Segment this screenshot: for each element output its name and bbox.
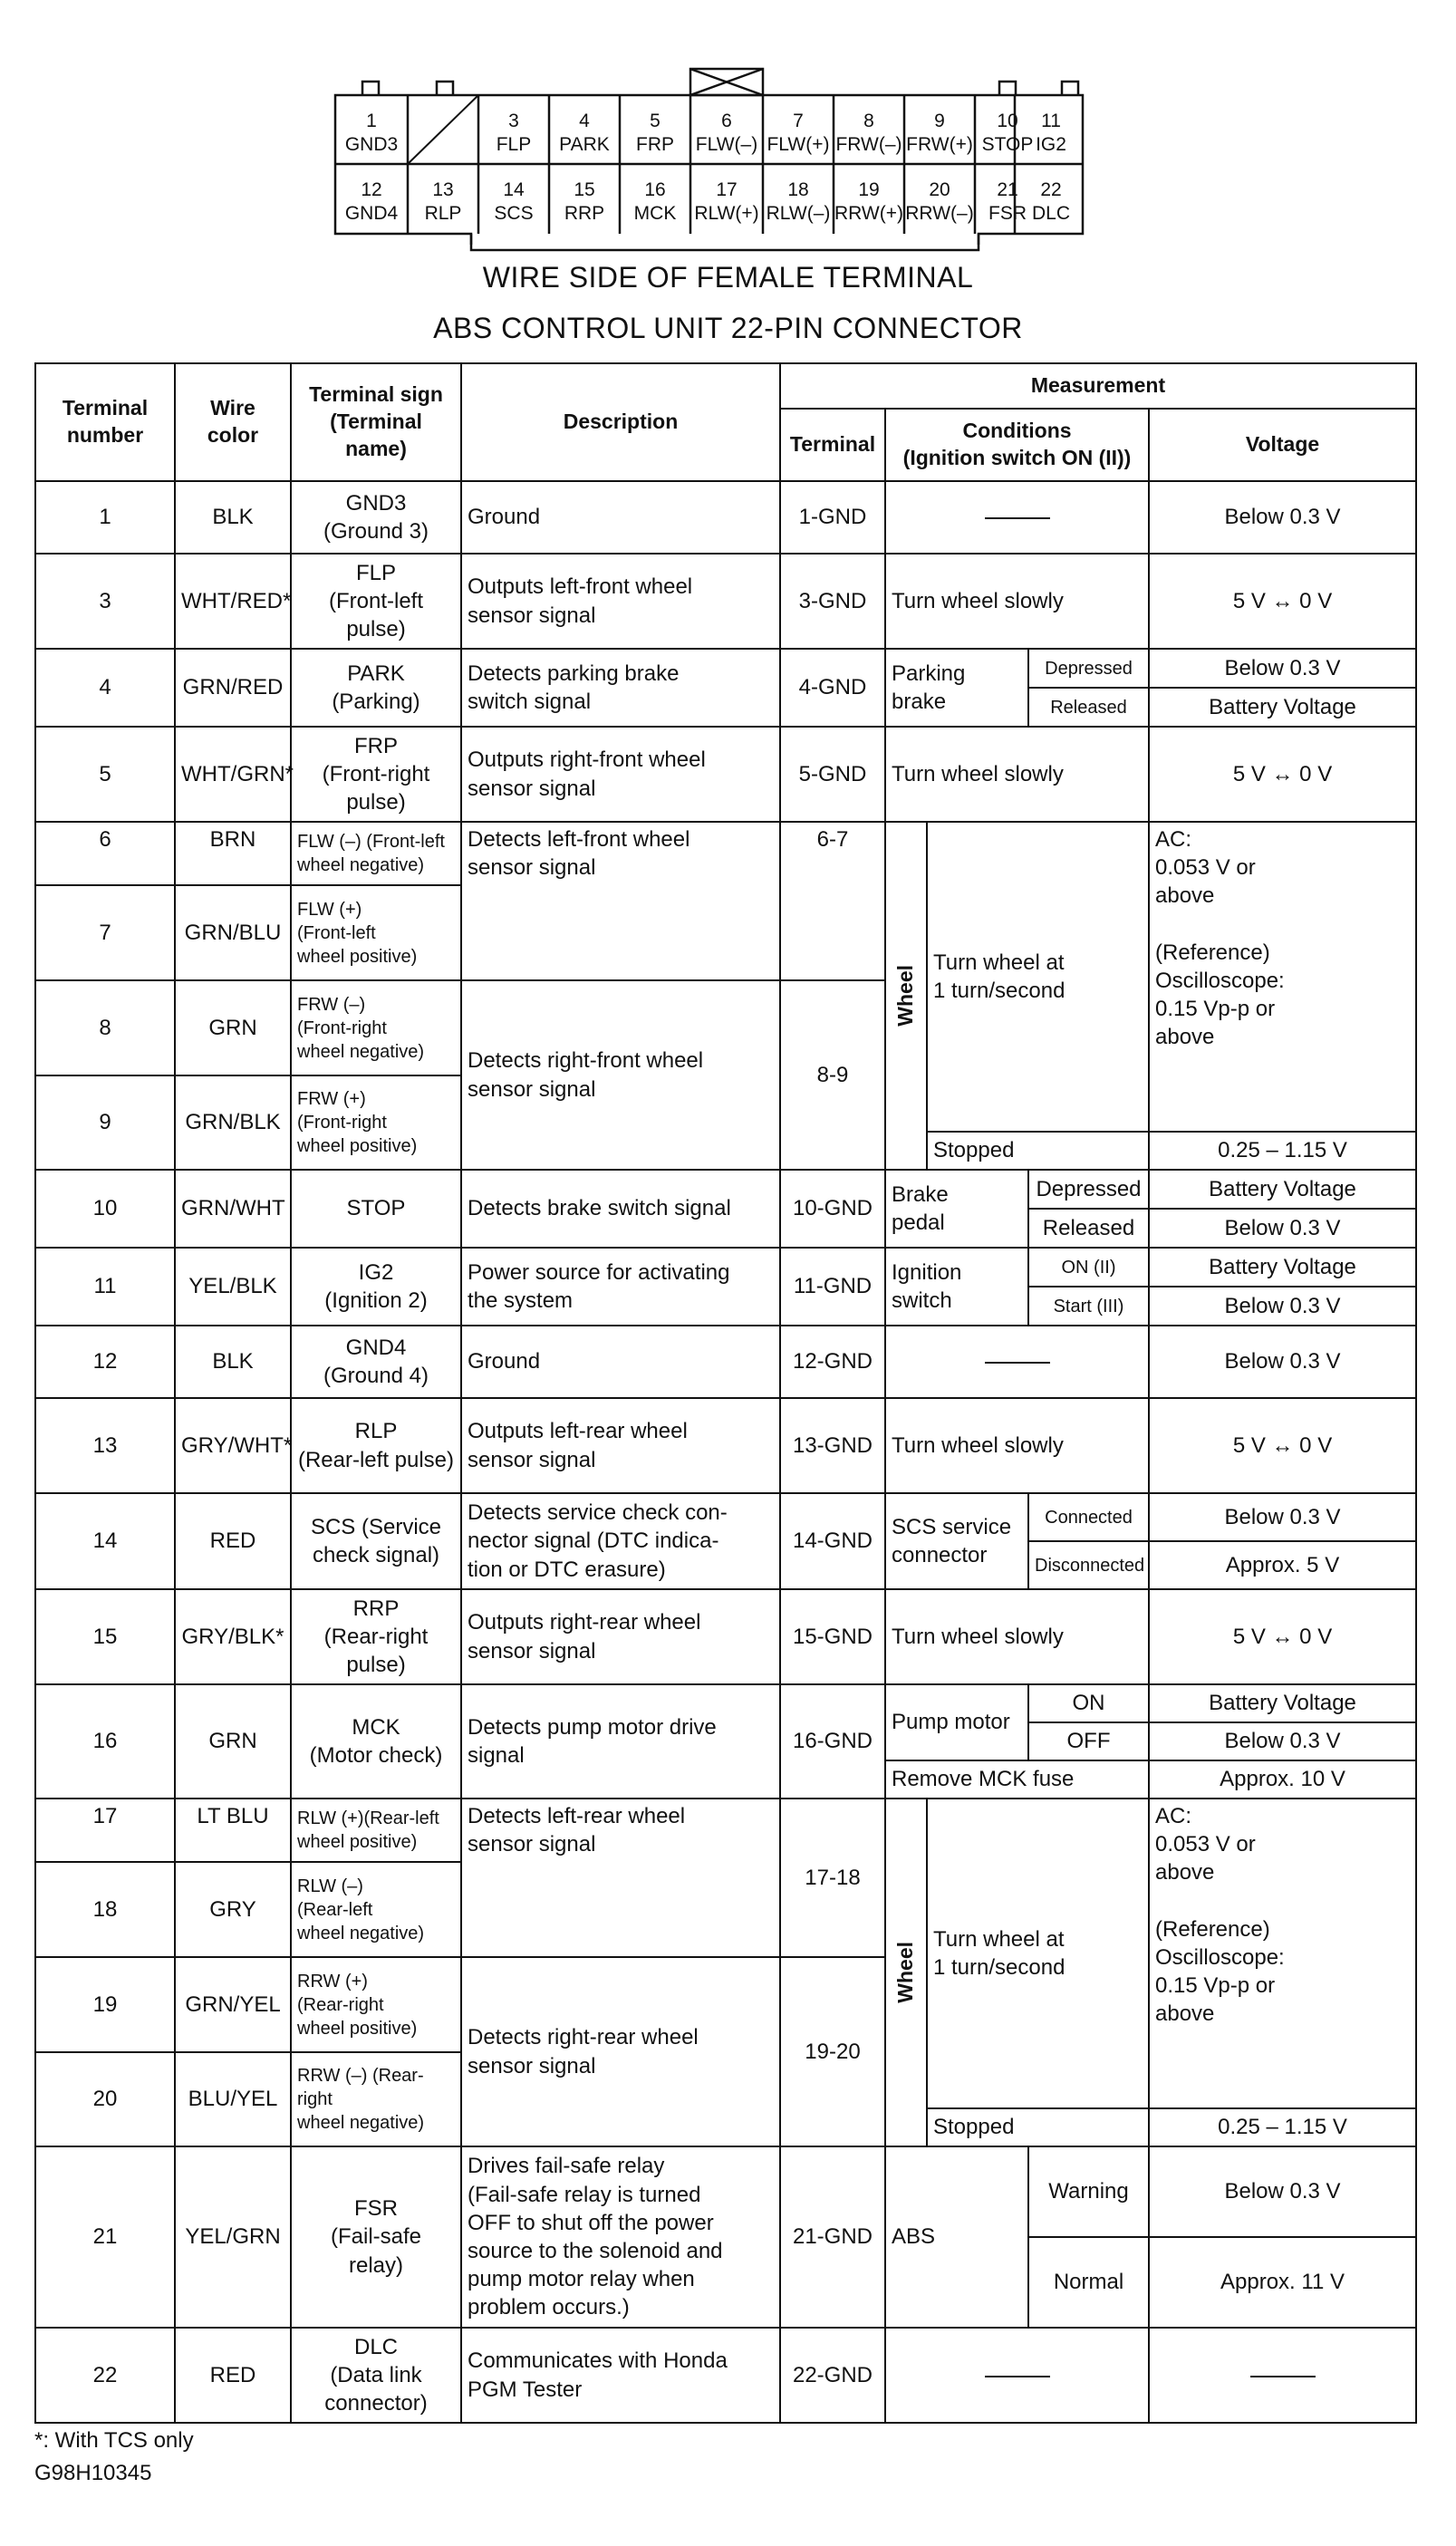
wire-color: GRN/WHT bbox=[175, 1170, 291, 1248]
pin-sig: STOP bbox=[981, 134, 1034, 155]
wire-color: BLK bbox=[175, 481, 291, 554]
voltage: Approx. 11 V bbox=[1149, 2237, 1416, 2328]
header-terminal-number: Terminal number bbox=[35, 363, 175, 481]
pin-sig: GND3 bbox=[344, 134, 399, 155]
connector-caption-line1: WIRE SIDE OF FEMALE TERMINAL bbox=[482, 261, 974, 294]
description: Detects brake switch signal bbox=[461, 1170, 780, 1248]
terminal-number: 21 bbox=[35, 2146, 175, 2328]
table-row bbox=[35, 1170, 1416, 1209]
voltage: 5 V ↔ 0 V bbox=[1149, 1398, 1416, 1493]
pin-sig: FRW(+) bbox=[906, 134, 973, 155]
voltage-none bbox=[1149, 2328, 1416, 2423]
voltage: Below 0.3 V bbox=[1149, 649, 1416, 688]
pin-num: 10 bbox=[997, 111, 1018, 131]
pin-sig: PARK bbox=[559, 134, 610, 155]
wire-color: LT BLU bbox=[175, 1799, 291, 1862]
terminal-number: 20 bbox=[35, 2052, 175, 2146]
terminal-sign: STOP bbox=[291, 1170, 461, 1248]
footnote: *: With TCS only bbox=[34, 2428, 194, 2453]
description: Outputs left-front wheel sensor signal bbox=[461, 554, 780, 649]
pin-sig: FLW(–) bbox=[695, 134, 758, 155]
terminal-sign: RLW (–) (Rear-left wheel negative) bbox=[291, 1862, 461, 1957]
terminal-sign: RLW (+)(Rear-left wheel positive) bbox=[291, 1799, 461, 1862]
wire-color: BRN bbox=[175, 822, 291, 885]
terminal-number: 6 bbox=[35, 822, 175, 885]
conditions-none bbox=[885, 481, 1149, 554]
terminal-number: 14 bbox=[35, 1493, 175, 1589]
voltage: 5 V ↔ 0 V bbox=[1149, 727, 1416, 822]
voltage: 0.25 – 1.15 V bbox=[1149, 1132, 1416, 1170]
table-row bbox=[35, 554, 1416, 649]
wire-color: GRN/BLK bbox=[175, 1075, 291, 1170]
sub-condition: Released bbox=[1028, 1209, 1149, 1248]
wheel-text: Wheel bbox=[893, 1942, 918, 2003]
terminal-sign: FLP (Front-left pulse) bbox=[291, 554, 461, 649]
pin-num: 7 bbox=[793, 111, 804, 131]
voltage: Below 0.3 V bbox=[1149, 2146, 1416, 2237]
terminal-sign: DLC (Data link connector) bbox=[291, 2328, 461, 2423]
terminal: 11-GND bbox=[780, 1248, 885, 1326]
terminal: 12-GND bbox=[780, 1326, 885, 1398]
pin-num: 4 bbox=[579, 111, 590, 131]
terminal-sign: FRW (–) (Front-right wheel negative) bbox=[291, 980, 461, 1075]
terminal-sign: IG2 (Ignition 2) bbox=[291, 1248, 461, 1326]
terminal: 4-GND bbox=[780, 649, 885, 727]
header-description: Description bbox=[461, 363, 780, 481]
description: Detects right-rear wheel sensor signal bbox=[461, 1957, 780, 2146]
pin-num: 3 bbox=[508, 111, 519, 131]
sub-condition: Released bbox=[1028, 688, 1149, 727]
header-voltage: Voltage bbox=[1149, 409, 1416, 481]
terminal-sign: FRW (+) (Front-right wheel positive) bbox=[291, 1075, 461, 1170]
pin-sig: SCS bbox=[494, 203, 534, 224]
description: Power source for activating the system bbox=[461, 1248, 780, 1326]
terminal-number: 11 bbox=[35, 1248, 175, 1326]
sub-condition: Connected bbox=[1028, 1493, 1149, 1541]
description: Ground bbox=[461, 1326, 780, 1398]
pin-sig: FLW(+) bbox=[767, 134, 830, 155]
pin-sig: FLP bbox=[496, 134, 532, 155]
stopped-condition: Stopped bbox=[927, 2108, 1149, 2146]
pin-num: 14 bbox=[503, 179, 525, 200]
wire-color: BLU/YEL bbox=[175, 2052, 291, 2146]
pin-sig: RRW(+) bbox=[834, 203, 904, 224]
terminal-number: 1 bbox=[35, 481, 175, 554]
wire-color: GRY bbox=[175, 1862, 291, 1957]
terminal-number: 17 bbox=[35, 1799, 175, 1862]
conditions: ABS bbox=[885, 2146, 1028, 2328]
terminal-sign: RRW (+) (Rear-right wheel positive) bbox=[291, 1957, 461, 2052]
pin-sig: FSR bbox=[988, 203, 1027, 224]
table-row bbox=[35, 1248, 1416, 1287]
description: Detects pump motor drive signal bbox=[461, 1684, 780, 1799]
description: Detects right-front wheel sensor signal bbox=[461, 980, 780, 1170]
voltage: Battery Voltage bbox=[1149, 1684, 1416, 1722]
conditions-none bbox=[885, 2328, 1149, 2423]
header-conditions: Conditions (Ignition switch ON (II)) bbox=[885, 409, 1149, 481]
terminal-sign: RLP (Rear-left pulse) bbox=[291, 1398, 461, 1493]
description: Outputs right-rear wheel sensor signal bbox=[461, 1589, 780, 1684]
wheel-text: Wheel bbox=[893, 965, 918, 1027]
wire-color: GRN/YEL bbox=[175, 1957, 291, 2052]
table-row bbox=[35, 1799, 1416, 1862]
conditions: Parking brake bbox=[885, 649, 1028, 727]
wire-color: WHT/GRN* bbox=[175, 727, 291, 822]
voltage: Below 0.3 V bbox=[1149, 1326, 1416, 1398]
pin-num: 19 bbox=[858, 179, 880, 200]
terminal-number: 7 bbox=[35, 885, 175, 980]
pin-sig: RRP bbox=[564, 203, 605, 224]
wire-color: GRN bbox=[175, 980, 291, 1075]
terminal-sign: FSR (Fail-safe relay) bbox=[291, 2146, 461, 2328]
description: Ground bbox=[461, 481, 780, 554]
pin-num: 1 bbox=[366, 111, 377, 131]
terminal-sign: GND4 (Ground 4) bbox=[291, 1326, 461, 1398]
conditions: Ignition switch bbox=[885, 1248, 1028, 1326]
terminal-number: 3 bbox=[35, 554, 175, 649]
pin-num: 8 bbox=[863, 111, 874, 131]
pin-num: 21 bbox=[997, 179, 1018, 200]
conditions-none bbox=[885, 1326, 1149, 1398]
description: Detects left-rear wheel sensor signal bbox=[461, 1799, 780, 1957]
table-row bbox=[35, 1326, 1416, 1398]
table-row bbox=[35, 649, 1416, 688]
pin-num: 5 bbox=[650, 111, 661, 131]
wire-color: WHT/RED* bbox=[175, 554, 291, 649]
wire-color: GRY/BLK* bbox=[175, 1589, 291, 1684]
voltage: Approx. 5 V bbox=[1149, 1541, 1416, 1589]
terminal: 15-GND bbox=[780, 1589, 885, 1684]
table-row bbox=[35, 2146, 1416, 2237]
terminal-sign: SCS (Service check signal) bbox=[291, 1493, 461, 1589]
voltage: Below 0.3 V bbox=[1149, 1287, 1416, 1326]
terminal-sign: MCK (Motor check) bbox=[291, 1684, 461, 1799]
terminal: 6-7 bbox=[780, 822, 885, 980]
description: Outputs right-front wheel sensor signal bbox=[461, 727, 780, 822]
header-terminal-sign: Terminal sign (Terminal name) bbox=[291, 363, 461, 481]
terminal-number: 22 bbox=[35, 2328, 175, 2423]
conditions: Turn wheel slowly bbox=[885, 1589, 1149, 1684]
table-row bbox=[35, 481, 1416, 554]
voltage: 5 V ↔ 0 V bbox=[1149, 1589, 1416, 1684]
terminal: 10-GND bbox=[780, 1170, 885, 1248]
pin-sig: RLP bbox=[424, 203, 462, 224]
pin-num: 12 bbox=[361, 179, 382, 200]
voltage: Below 0.3 V bbox=[1149, 1722, 1416, 1760]
pin-sig: GND4 bbox=[344, 203, 399, 224]
voltage: Battery Voltage bbox=[1149, 1248, 1416, 1287]
pin-num: 9 bbox=[934, 111, 945, 131]
terminal: 1-GND bbox=[780, 481, 885, 554]
conditions: Brake pedal bbox=[885, 1170, 1028, 1248]
voltage: Battery Voltage bbox=[1149, 1170, 1416, 1209]
terminal: 5-GND bbox=[780, 727, 885, 822]
voltage: AC: 0.053 V or above (Reference) Oscilloscope: 0.15 Vp-p or above bbox=[1149, 822, 1416, 1132]
conditions: Turn wheel at 1 turn/second bbox=[927, 822, 1149, 1132]
description: Communicates with Honda PGM Tester bbox=[461, 2328, 780, 2423]
pin-sig: RRW(–) bbox=[905, 203, 974, 224]
sub-condition: Normal bbox=[1028, 2237, 1149, 2328]
table-row bbox=[35, 1684, 1416, 1722]
wire-color: GRN/RED bbox=[175, 649, 291, 727]
pin-num: 15 bbox=[574, 179, 595, 200]
terminal-sign: FLW (+) (Front-left wheel positive) bbox=[291, 885, 461, 980]
description: Detects left-front wheel sensor signal bbox=[461, 822, 780, 980]
pin-num: 13 bbox=[432, 179, 454, 200]
pin-num: 20 bbox=[929, 179, 950, 200]
connector-diagram bbox=[0, 0, 1456, 263]
terminal-sign: FRP (Front-right pulse) bbox=[291, 727, 461, 822]
terminal: 17-18 bbox=[780, 1799, 885, 1957]
pin-num: 18 bbox=[787, 179, 809, 200]
pin-sig: IG2 bbox=[1036, 134, 1066, 155]
voltage: Below 0.3 V bbox=[1149, 1209, 1416, 1248]
table-row bbox=[35, 727, 1416, 822]
terminal-number: 8 bbox=[35, 980, 175, 1075]
terminal-number: 16 bbox=[35, 1684, 175, 1799]
table-row bbox=[35, 822, 1416, 885]
wire-color: GRY/WHT* bbox=[175, 1398, 291, 1493]
pin-num: 17 bbox=[716, 179, 738, 200]
terminal-number: 13 bbox=[35, 1398, 175, 1493]
wire-color: YEL/GRN bbox=[175, 2146, 291, 2328]
voltage: Below 0.3 V bbox=[1149, 481, 1416, 554]
pin-num: 22 bbox=[1040, 179, 1062, 200]
wire-color: BLK bbox=[175, 1326, 291, 1398]
terminal: 14-GND bbox=[780, 1493, 885, 1589]
terminal-number: 10 bbox=[35, 1170, 175, 1248]
terminal-number: 18 bbox=[35, 1862, 175, 1957]
pin-num: 11 bbox=[1041, 111, 1061, 131]
terminal: 3-GND bbox=[780, 554, 885, 649]
sub-condition: Warning bbox=[1028, 2146, 1149, 2237]
voltage: Below 0.3 V bbox=[1149, 1493, 1416, 1541]
table-row bbox=[35, 1493, 1416, 1541]
terminal-sign: FLW (–) (Front-left wheel negative) bbox=[291, 822, 461, 885]
pin-sig: FRP bbox=[636, 134, 674, 155]
table-row bbox=[35, 2328, 1416, 2423]
conditions: SCS service connector bbox=[885, 1493, 1028, 1589]
table-row bbox=[35, 1589, 1416, 1684]
description: Outputs left-rear wheel sensor signal bbox=[461, 1398, 780, 1493]
voltage: 5 V ↔ 0 V bbox=[1149, 554, 1416, 649]
connector-caption-line2: ABS CONTROL UNIT 22-PIN CONNECTOR bbox=[433, 312, 1023, 344]
conditions: Pump motor bbox=[885, 1684, 1028, 1760]
terminal-number: 12 bbox=[35, 1326, 175, 1398]
terminal-table bbox=[34, 362, 1417, 2424]
terminal-sign: PARK (Parking) bbox=[291, 649, 461, 727]
wire-color: GRN bbox=[175, 1684, 291, 1799]
sub-condition: Depressed bbox=[1028, 649, 1149, 688]
terminal-number: 5 bbox=[35, 727, 175, 822]
terminal: 22-GND bbox=[780, 2328, 885, 2423]
terminal-sign: GND3 (Ground 3) bbox=[291, 481, 461, 554]
pin-num: 6 bbox=[721, 111, 732, 131]
conditions: Turn wheel at 1 turn/second bbox=[927, 1799, 1149, 2108]
voltage: 0.25 – 1.15 V bbox=[1149, 2108, 1416, 2146]
conditions: Remove MCK fuse bbox=[885, 1760, 1149, 1799]
stopped-condition: Stopped bbox=[927, 1132, 1149, 1170]
description: Detects service check con- nector signal (DTC indica- tion or DTC erasure) bbox=[461, 1493, 780, 1589]
sub-condition: Disconnected bbox=[1028, 1541, 1149, 1589]
pin-sig: RLW(+) bbox=[694, 203, 759, 224]
wire-color: RED bbox=[175, 2328, 291, 2423]
voltage: AC: 0.053 V or above (Reference) Oscilloscope: 0.15 Vp-p or above bbox=[1149, 1799, 1416, 2108]
conditions: Turn wheel slowly bbox=[885, 727, 1149, 822]
sub-condition: OFF bbox=[1028, 1722, 1149, 1760]
terminal-number: 4 bbox=[35, 649, 175, 727]
description: Detects parking brake switch signal bbox=[461, 649, 780, 727]
voltage: Battery Voltage bbox=[1149, 688, 1416, 727]
wheel-label bbox=[885, 1799, 927, 2146]
terminal-number: 9 bbox=[35, 1075, 175, 1170]
sub-condition: Start (III) bbox=[1028, 1287, 1149, 1326]
description: Drives fail-safe relay (Fail-safe relay is turned OFF to shut off the power source to the solenoid and pump motor relay when problem occurs.) bbox=[461, 2146, 780, 2328]
pin-sig: FRW(–) bbox=[835, 134, 902, 155]
sub-condition: ON (II) bbox=[1028, 1248, 1149, 1287]
terminal-number: 19 bbox=[35, 1957, 175, 2052]
wire-color: GRN/BLU bbox=[175, 885, 291, 980]
terminal: 8-9 bbox=[780, 980, 885, 1170]
terminal: 21-GND bbox=[780, 2146, 885, 2328]
pin-sig: DLC bbox=[1031, 203, 1071, 224]
terminal: 19-20 bbox=[780, 1957, 885, 2146]
table-row bbox=[35, 1398, 1416, 1493]
terminal-sign: RRW (–) (Rear-right wheel negative) bbox=[291, 2052, 461, 2146]
terminal: 13-GND bbox=[780, 1398, 885, 1493]
pin-sig: MCK bbox=[633, 203, 677, 224]
terminal-sign: RRP (Rear-right pulse) bbox=[291, 1589, 461, 1684]
sub-condition: ON bbox=[1028, 1684, 1149, 1722]
wheel-label bbox=[885, 822, 927, 1170]
terminal-number: 15 bbox=[35, 1589, 175, 1684]
header-terminal: Terminal bbox=[780, 409, 885, 481]
figure-id: G98H10345 bbox=[34, 2461, 152, 2485]
header-measurement: Measurement bbox=[780, 363, 1416, 409]
wire-color: RED bbox=[175, 1493, 291, 1589]
sub-condition: Depressed bbox=[1028, 1170, 1149, 1209]
conditions: Turn wheel slowly bbox=[885, 554, 1149, 649]
wire-color: YEL/BLK bbox=[175, 1248, 291, 1326]
pin-num: 16 bbox=[644, 179, 666, 200]
conditions: Turn wheel slowly bbox=[885, 1398, 1149, 1493]
terminal: 16-GND bbox=[780, 1684, 885, 1799]
pin-sig: RLW(–) bbox=[766, 203, 831, 224]
voltage: Approx. 10 V bbox=[1149, 1760, 1416, 1799]
header-wire-color: Wire color bbox=[175, 363, 291, 481]
